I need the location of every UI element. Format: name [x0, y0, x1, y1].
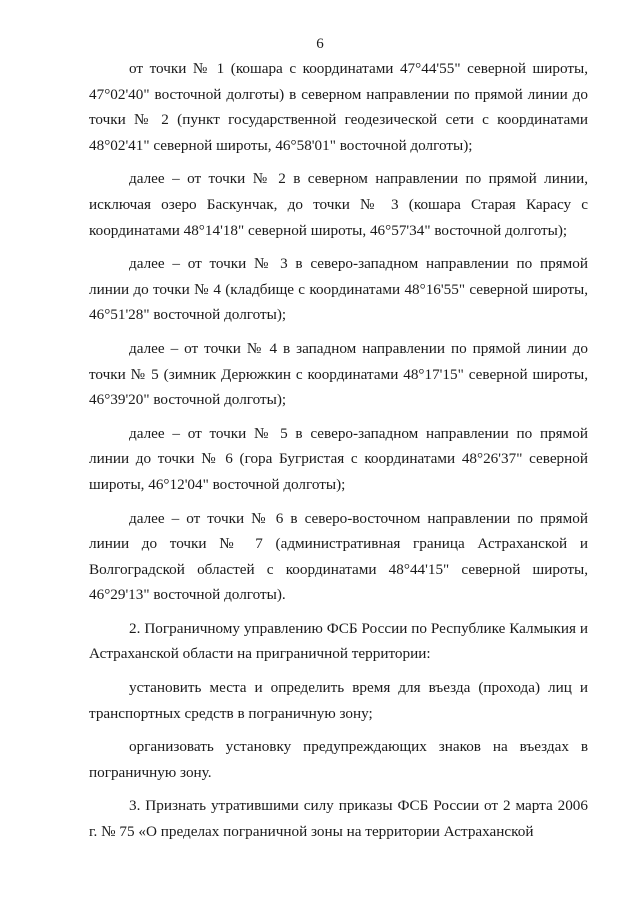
paragraph-point-3: далее – от точки № 3 в северо-западном направлении по прямой линии до точки № 4 (кладбище с координатами 48°16'55" северной широты, 46°51'28" восточной долготы); — [89, 255, 588, 324]
paragraph-point-1: от точки № 1 (кошара с координатами 47°44'55" северной широты, 47°02'40" восточной долготы) в северном направлении по прямой линии до точки № 2 (пункт государственной геодезической сети с координатами 48°02'41" северной широты, 46°58'01" восточной долготы); — [89, 60, 588, 154]
paragraph-point-4: далее – от точки № 4 в западном направлении по прямой линии до точки № 5 (зимник Дерюжкин с координатами 48°17'15" северной широты, 46°39'20" восточной долготы); — [89, 339, 588, 409]
paragraph-item-3: 3. Признать утратившими силу приказы ФСБ России от 2 марта 2006 г. № 75 «О пределах пограничной зоны на территории Астраханской — [89, 797, 588, 841]
paragraph-item-2: 2. Пограничному управлению ФСБ России по Республике Калмыкия и Астраханской области на приграничной территории: — [89, 619, 588, 663]
paragraph-point-6: далее – от точки № 6 в северо-восточном направлении по прямой линии до точки № 7 (административная граница Астраханской и Волгоградской областей с координатами 48°44'15" северной широты, 46°29'13" восточной долготы). — [89, 509, 588, 604]
paragraph-item-2-sub-2: организовать установку предупреждающих знаков на въездах в пограничную зону. — [89, 738, 588, 781]
page-number: 6 — [316, 36, 324, 52]
document-body — [89, 56, 588, 853]
paragraph-item-2-sub-1: установить места и определить время для въезда (прохода) лиц и транспортных средств в пограничную зону; — [89, 679, 588, 722]
paragraph-point-5: далее – от точки № 5 в северо-западном направлении по прямой линии до точки № 6 (гора Бугристая с координатами 48°26'37" северной широты, 46°12'04" восточной долготы); — [89, 424, 588, 493]
paragraph-point-2: далее – от точки № 2 в северном направлении по прямой линии, исключая озеро Баскунчак, до точки № 3 (кошара Старая Карасу с координатами 48°14'18" северной широты, 46°57'34" восточной долготы); — [89, 170, 588, 239]
